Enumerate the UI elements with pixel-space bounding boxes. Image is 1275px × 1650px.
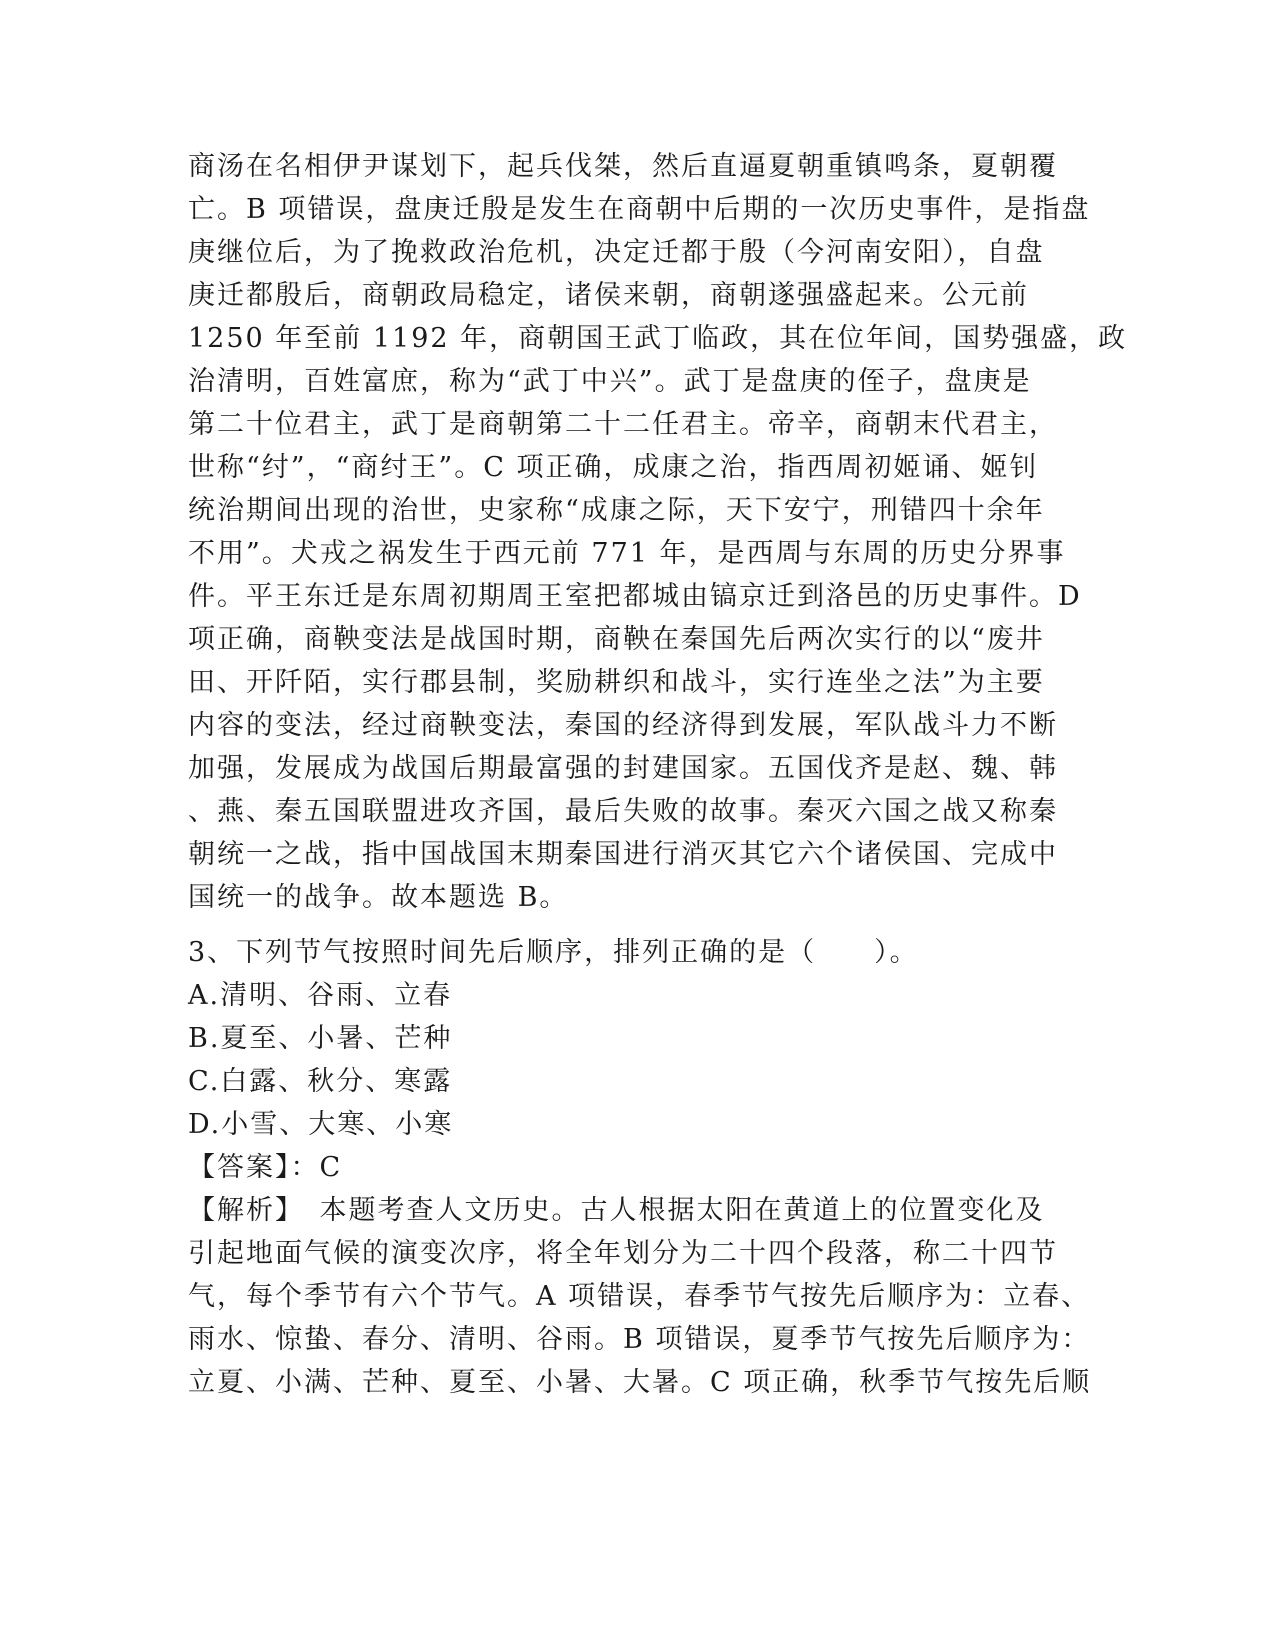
document-page bbox=[188, 145, 1128, 1404]
option-a: A.清明、谷雨、立春 bbox=[188, 980, 453, 1011]
previous-analysis-paragraph bbox=[188, 145, 1128, 919]
text-line: 庚迁都殷后，商朝政局稳定，诸侯来朝，商朝遂强盛起来。公元前 bbox=[188, 280, 1029, 311]
option-b: B.夏至、小暑、芒种 bbox=[188, 1023, 453, 1054]
question-stem: 3、下列节气按照时间先后顺序，排列正确的是（ ）。 bbox=[188, 937, 919, 968]
option-c: C.白露、秋分、寒露 bbox=[188, 1066, 453, 1097]
text-line: 1250 年至前 1192 年，商朝国王武丁临政，其在位年间，国势强盛，政 bbox=[188, 323, 1128, 354]
text-line: 治清明，百姓富庶，称为“武丁中兴”。武丁是盘庚的侄子，盘庚是 bbox=[188, 366, 1032, 397]
text-line: 不用”。犬戎之祸发生于西元前 771 年，是西周与东周的历史分界事 bbox=[188, 538, 1066, 569]
text-line: 世称“纣”，“商纣王”。C 项正确，成康之治，指西周初姬诵、姬钊 bbox=[188, 452, 1039, 483]
analysis-line: 【解析】 本题考查人文历史。古人根据太阳在黄道上的位置变化及 bbox=[188, 1195, 1045, 1226]
text-line: 国统一的战争。故本题选 B。 bbox=[188, 882, 569, 913]
analysis-line: 立夏、小满、芒种、夏至、小暑、大暑。C 项正确，秋季节气按先后顺 bbox=[188, 1367, 1092, 1398]
option-d: D.小雪、大寒、小寒 bbox=[188, 1109, 454, 1140]
analysis-line: 引起地面气候的演变次序，将全年划分为二十四个段落，称二十四节 bbox=[188, 1238, 1058, 1269]
question-3 bbox=[188, 931, 1092, 1404]
text-line: 亡。B 项错误，盘庚迁殷是发生在商朝中后期的一次历史事件，是指盘 bbox=[188, 194, 1091, 225]
text-line: 、燕、秦五国联盟进攻齐国，最后失败的故事。秦灭六国之战又称秦 bbox=[188, 796, 1058, 827]
text-line: 项正确，商鞅变法是战国时期，商鞅在秦国先后两次实行的以“废井 bbox=[188, 624, 1045, 655]
answer-line: 【答案】：C bbox=[188, 1152, 343, 1183]
text-line: 加强，发展成为战国后期最富强的封建国家。五国伐齐是赵、魏、韩 bbox=[188, 753, 1058, 784]
text-line: 田、开阡陌，实行郡县制，奖励耕织和战斗，实行连坐之法”为主要 bbox=[188, 667, 1045, 698]
text-line: 件。平王东迁是东周初期周王室把都城由镐京迁到洛邑的历史事件。D bbox=[188, 581, 1082, 612]
text-line: 商汤在名相伊尹谋划下，起兵伐桀，然后直逼夏朝重镇鸣条，夏朝覆 bbox=[188, 151, 1058, 182]
text-line: 内容的变法，经过商鞅变法，秦国的经济得到发展，军队战斗力不断 bbox=[188, 710, 1058, 741]
text-line: 庚继位后，为了挽救政治危机，决定迁都于殷（今河南安阳），自盘 bbox=[188, 237, 1045, 268]
text-line: 第二十位君主，武丁是商朝第二十二任君主。帝辛，商朝末代君主， bbox=[188, 409, 1058, 440]
analysis-line: 气，每个季节有六个节气。A 项错误，春季节气按先后顺序为：立春、 bbox=[188, 1281, 1091, 1312]
analysis-line: 雨水、惊蛰、春分、清明、谷雨。B 项错误，夏季节气按先后顺序为： bbox=[188, 1324, 1091, 1355]
text-line: 统治期间出现的治世，史家称“成康之际，天下安宁，刑错四十余年 bbox=[188, 495, 1045, 526]
text-line: 朝统一之战，指中国战国末期秦国进行消灭其它六个诸侯国、完成中 bbox=[188, 839, 1058, 870]
